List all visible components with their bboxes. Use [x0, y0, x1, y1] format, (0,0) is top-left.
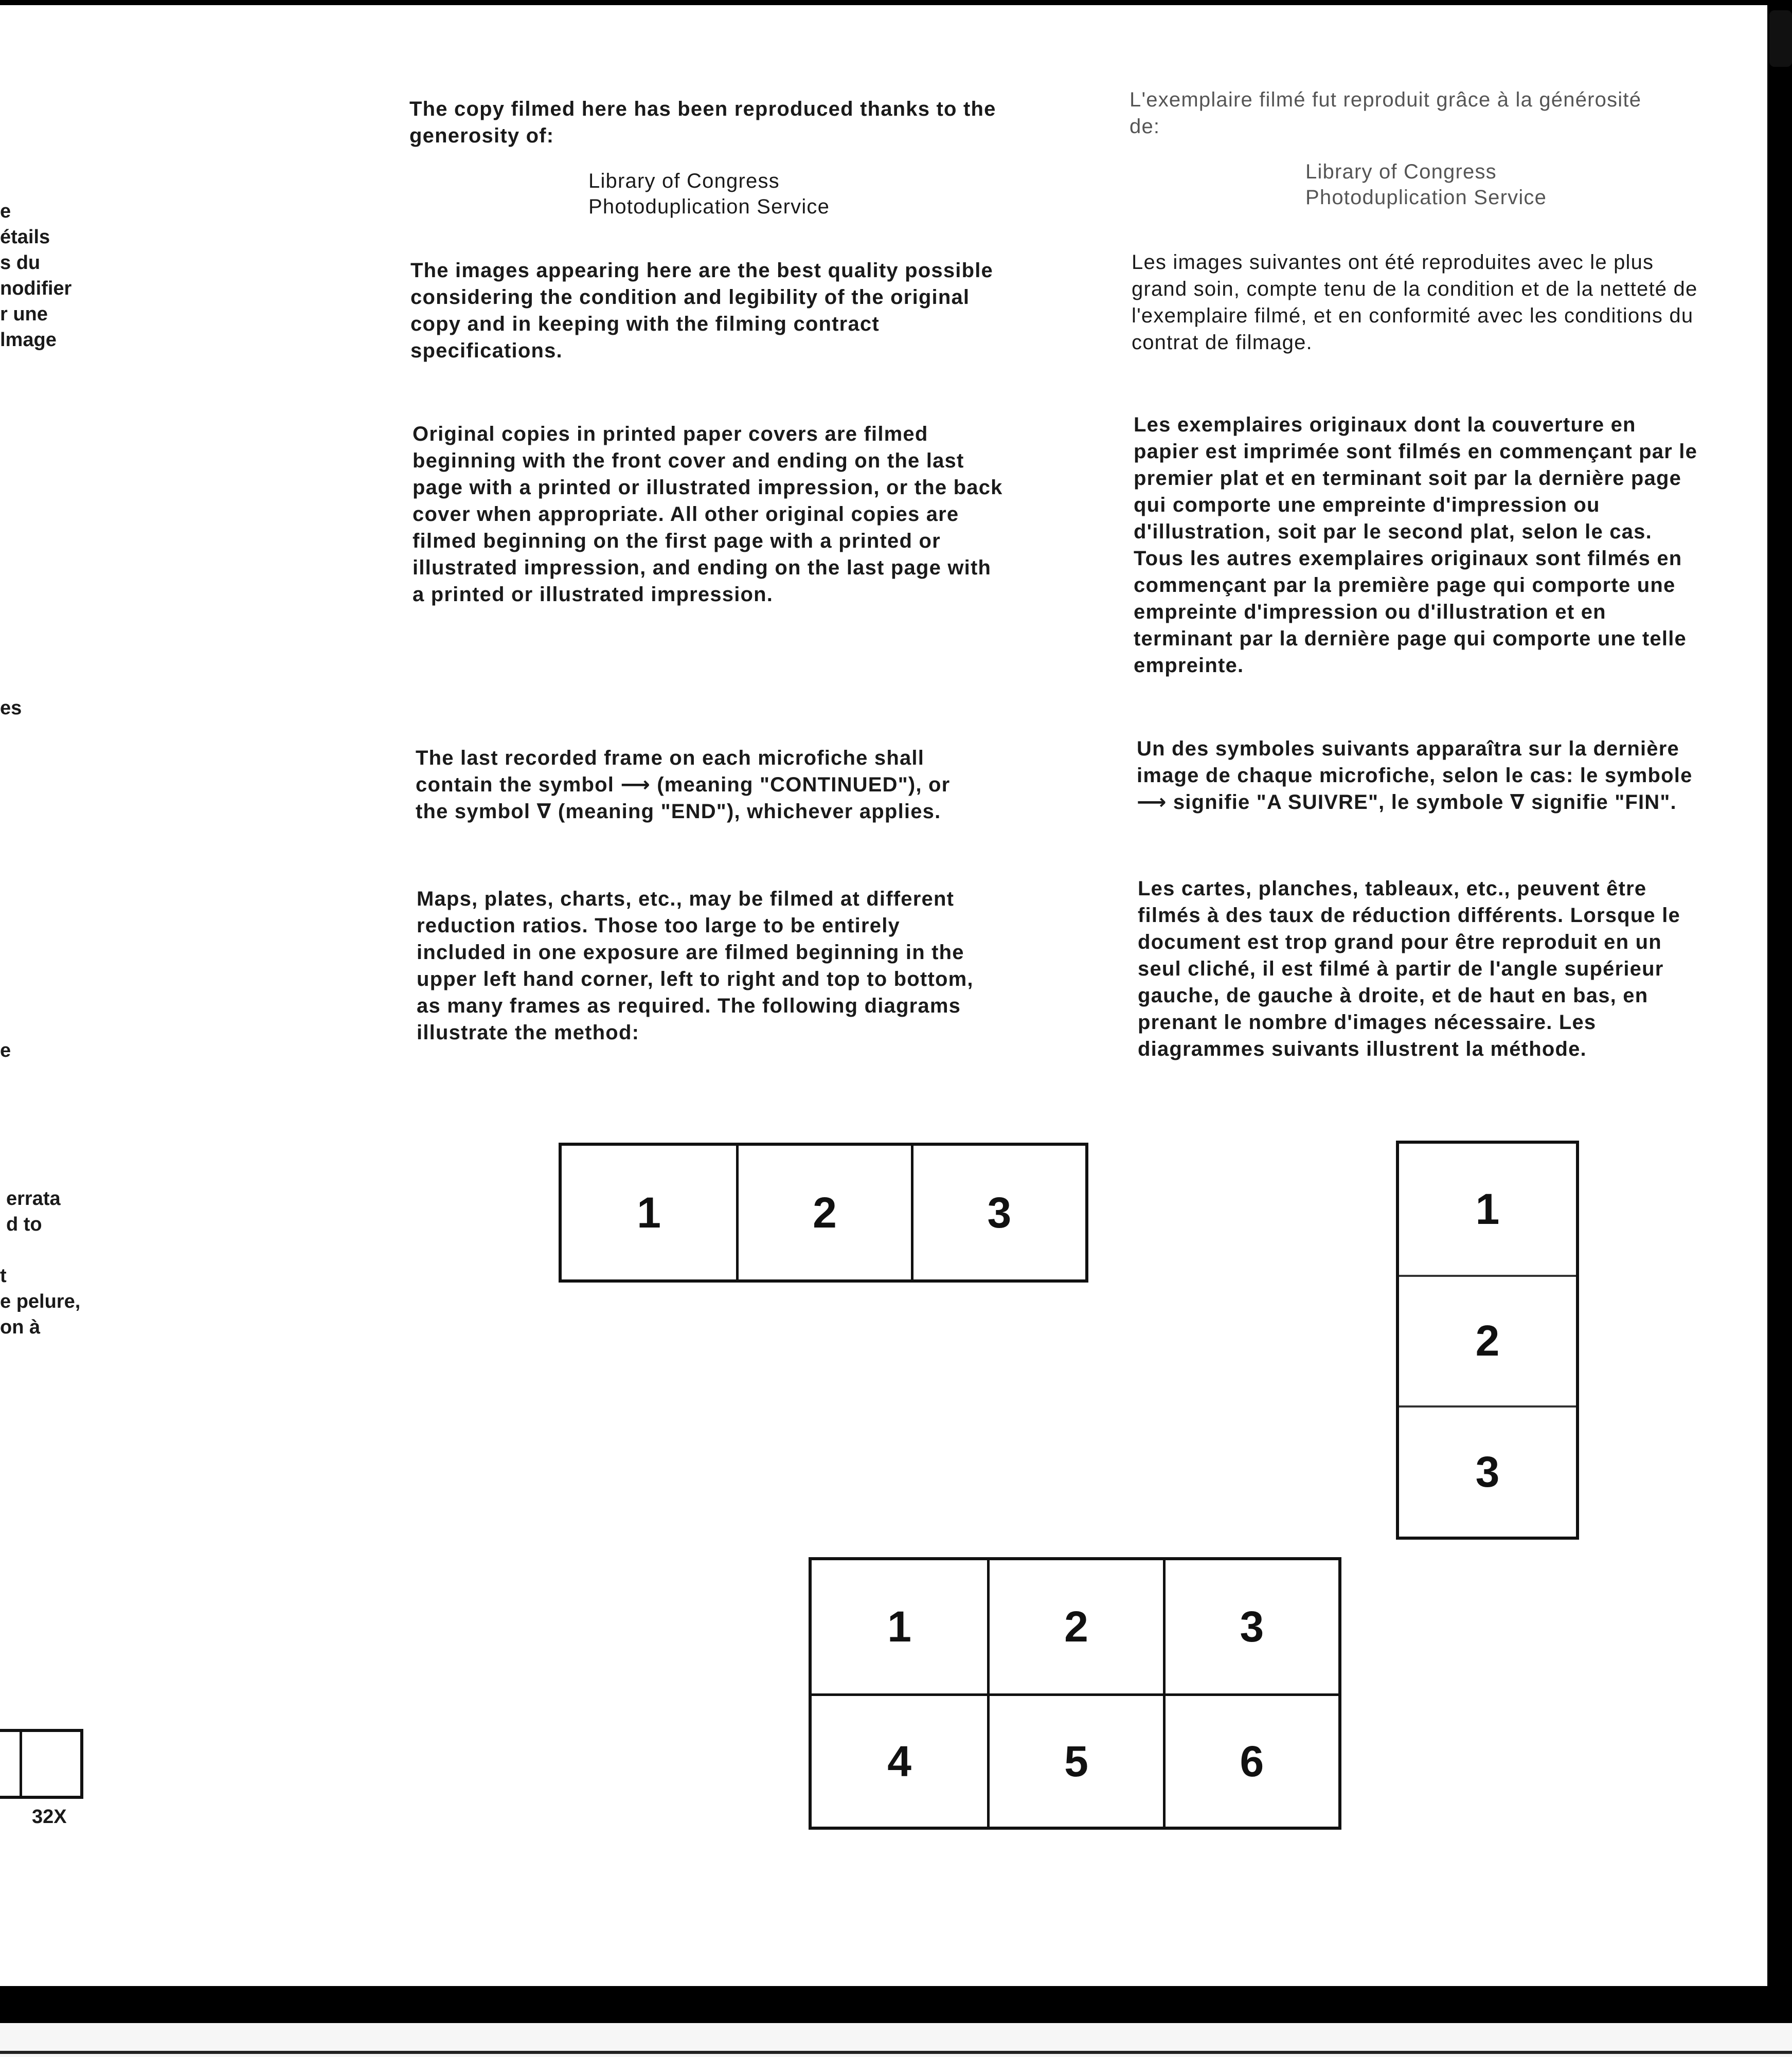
fragment-line: r une — [0, 303, 48, 325]
film-border-bottom — [0, 1986, 1792, 2023]
diagram-frame-number: 5 — [987, 1693, 1162, 1827]
french-library-service: Photoduplication Service — [1305, 186, 1547, 209]
french-thanks-intro: L'exemplaire filmé fut reproduit grâce à la générosité de: — [1130, 88, 1642, 138]
arrow-symbol-icon: ⟶ — [620, 773, 651, 796]
fragment-line: lmage — [0, 329, 57, 351]
fragment-line: e — [0, 1040, 11, 1061]
diagram-frame-number: 3 — [1163, 1560, 1338, 1693]
fragment-line: es — [0, 697, 22, 719]
french-symbols-text: Un des symboles suivants apparaîtra sur la dernière image de chaque microfiche, selon le cas: le symbole — [1137, 737, 1693, 787]
english-thanks-intro: The copy filmed here has been reproduced thanks to the generosity of: — [409, 98, 996, 147]
reduction-target-divider — [20, 1732, 22, 1796]
diagram-frame-number: 1 — [637, 1188, 661, 1237]
fragment-line: errata — [6, 1188, 61, 1210]
french-quality-paragraph: Les images suivantes ont été reproduites avec le plus grand soin, compte tenu de la condition et de la netteté de l'exemplaire filmé, et en conformité avec les conditions du contrat de filmage. — [1132, 251, 1698, 354]
fragment-line: e pelure, — [0, 1291, 81, 1312]
french-symbols-text: signifie "FIN". — [1525, 791, 1677, 814]
fragment-line: e — [0, 201, 11, 222]
french-symbols-text: signifie "A SUIVRE", le symbole — [1167, 791, 1510, 814]
diagram-frame-number: 2 — [987, 1560, 1162, 1693]
french-symbols-paragraph — [1137, 735, 1708, 816]
french-original-copies-paragraph: Les exemplaires originaux dont la couverture en papier est imprimée sont filmés en commençant par le premier plat et en terminant soit par la dernière page qui comporte une empreinte d'impression ou d'illustration, soit par le second plat, selon le cas. Tous les autres exemplaires originaux sont filmés en commençant par la première page qui comporte une empreinte d'impression ou d'illustration et en terminant par la dernière page qui comporte une telle empreinte. — [1134, 413, 1698, 677]
english-original-copies-paragraph: Original copies in printed paper covers are filmed beginning with the front cover and ending on the last page with a printed or illustrated impression, or the back cover when appropriate. All other original copies are filmed beginning on the first page with a printed or illustrated impression, and ending on the last page with a printed or illustrated impression. — [413, 423, 1003, 606]
english-maps-paragraph: Maps, plates, charts, etc., may be filmed at different reduction ratios. Those too large to be entirely included in one exposure are filmed beginning in the upper left hand corner, left to right and top to bottom, as many frames as required. The following diagrams illustrate the method: — [417, 888, 974, 1044]
english-last-frame-text: (meaning "END"), whichever applies. — [551, 800, 941, 823]
fragment-line: nodifier — [0, 278, 72, 299]
end-triangle-icon: ∇ — [1510, 791, 1525, 814]
diagram-vertical-three — [1396, 1141, 1579, 1540]
fragment-line: d to — [6, 1214, 42, 1235]
diagram-frame-number: 2 — [736, 1146, 910, 1279]
end-triangle-icon: ∇ — [536, 800, 552, 823]
english-last-frame-paragraph — [416, 745, 981, 825]
film-bottom-line — [0, 2051, 1792, 2054]
fragment-line: s du — [0, 252, 41, 274]
reduction-label: 32X — [32, 1806, 67, 1828]
english-quality-paragraph: The images appearing here are the best quality possible considering the condition and legibility of the original copy and in keeping with the filming contract specifications. — [410, 259, 993, 362]
diagram-frame-number: 3 — [911, 1146, 1085, 1279]
diagram-frame-number: 2 — [1399, 1275, 1576, 1406]
english-last-frame-text: (meaning "CONTINUED"), or the symbol — [416, 773, 951, 823]
film-border-top — [0, 0, 1792, 5]
film-notch — [1769, 10, 1792, 67]
english-library-name: Library of Congress — [588, 170, 780, 192]
diagram-six-grid — [809, 1557, 1341, 1830]
diagram-frame-number: 1 — [1475, 1184, 1500, 1233]
diagram-frame-number: 6 — [1163, 1693, 1338, 1827]
french-library-name: Library of Congress — [1305, 160, 1497, 183]
diagram-frame-number: 3 — [1399, 1405, 1576, 1537]
diagram-horizontal-three — [559, 1143, 1088, 1283]
diagram-frame-number: 4 — [812, 1693, 987, 1827]
reduction-target-box — [0, 1729, 83, 1799]
fragment-line: étails — [0, 226, 50, 248]
fragment-line: t — [0, 1265, 7, 1287]
arrow-symbol-icon: ⟶ — [1137, 791, 1167, 814]
english-library-service: Photoduplication Service — [588, 195, 830, 218]
french-maps-paragraph: Les cartes, planches, tableaux, etc., peuvent être filmés à des taux de réduction différents. Lorsque le document est trop grand pour être reproduit en un seul cliché, il est filmé à partir de l'angle supérieur gauche, de gauche à droite, et de haut en bas, en prenant le nombre d'images nécessaire. Les diagrammes suivants illustrent la méthode. — [1138, 877, 1680, 1060]
diagram-frame-number: 1 — [887, 1602, 912, 1651]
film-border-right — [1767, 0, 1792, 1995]
english-last-frame-text: The last recorded frame on each microfiche shall contain the symbol — [416, 747, 925, 796]
fragment-line: on à — [0, 1316, 41, 1338]
